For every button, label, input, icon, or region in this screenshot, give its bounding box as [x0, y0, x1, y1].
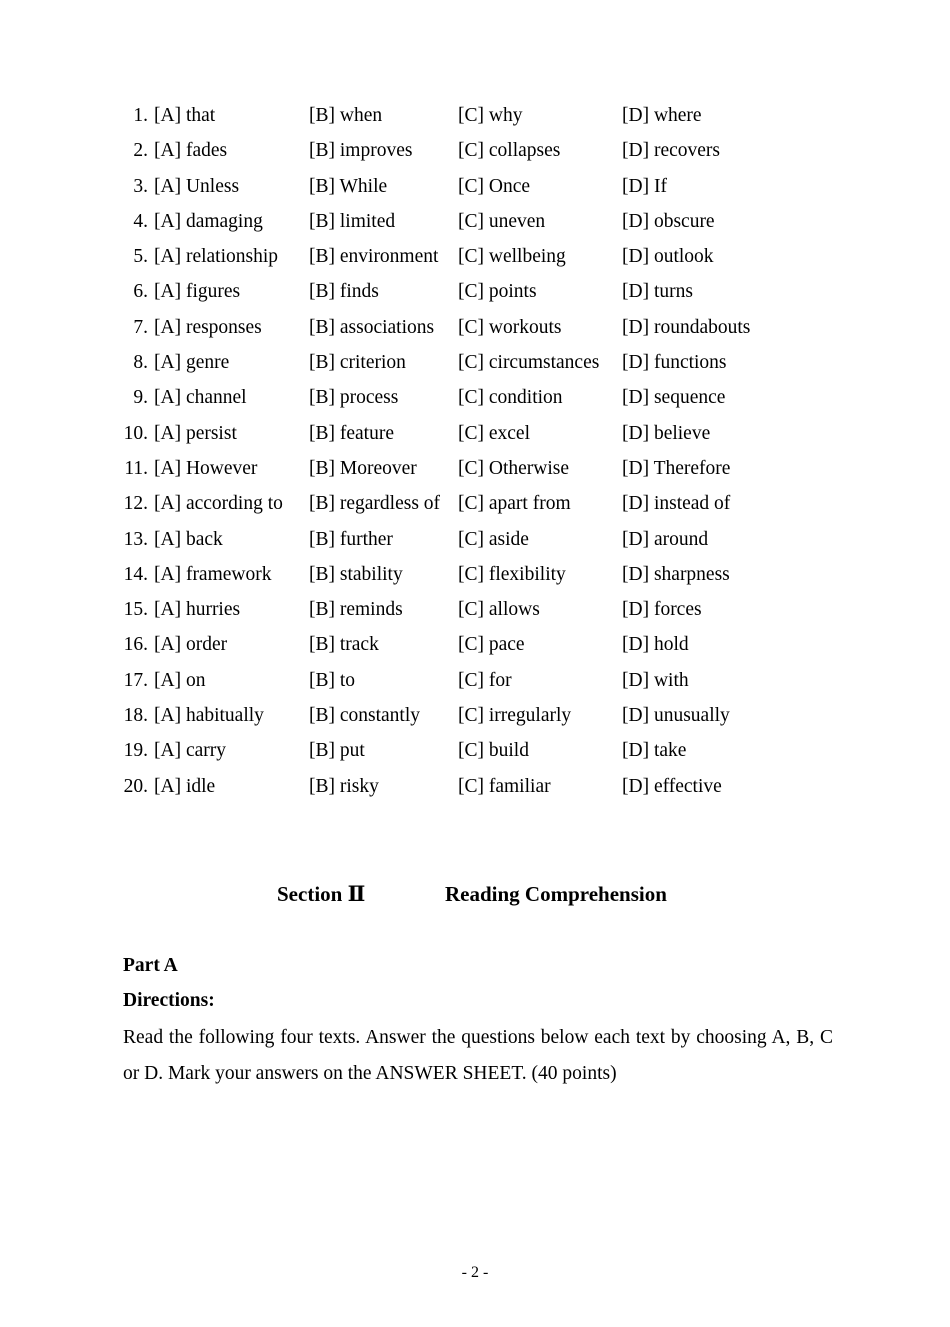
- option-a: [A] idle: [154, 775, 216, 797]
- option-d: [D] obscure: [622, 210, 715, 232]
- option-a: [A] damaging: [154, 210, 263, 232]
- option-c: [C] allows: [458, 599, 540, 621]
- option-b: [B] While: [309, 175, 388, 197]
- option-d: [D] sharpness: [622, 563, 730, 585]
- option-d: [D] If: [622, 175, 667, 197]
- option-c: [C] circumstances: [458, 352, 600, 374]
- option-a: [A] according to: [154, 493, 283, 515]
- question-option-row: [0, 310, 950, 345]
- option-b: [B] process: [309, 387, 399, 409]
- question-option-row: [0, 769, 950, 804]
- option-d: [D] forces: [622, 599, 702, 621]
- option-a: [A] figures: [154, 281, 241, 303]
- option-c: [C] points: [458, 281, 537, 303]
- question-number: 16.: [123, 634, 148, 656]
- option-c: [C] aside: [458, 528, 529, 550]
- question-option-row: [0, 416, 950, 451]
- option-d: [D] hold: [622, 634, 689, 656]
- option-b: [B] track: [309, 634, 379, 656]
- question-option-row: [0, 133, 950, 168]
- option-c: [C] why: [458, 105, 523, 126]
- option-b: [B] further: [309, 528, 393, 550]
- option-b: [B] Moreover: [309, 457, 417, 479]
- option-c: [C] Otherwise: [458, 457, 570, 479]
- answer-options-list: [0, 98, 950, 804]
- option-c: [C] apart from: [458, 493, 571, 515]
- question-option-row: [0, 239, 950, 274]
- option-c: [C] pace: [458, 634, 525, 656]
- option-c: [C] for: [458, 669, 512, 691]
- option-b: [B] regardless of: [309, 493, 441, 515]
- question-number: 18.: [123, 705, 148, 727]
- option-b: [B] put: [309, 740, 365, 762]
- option-c: [C] familiar: [458, 775, 551, 797]
- option-a: [A] that: [154, 105, 216, 126]
- question-number: 12.: [123, 493, 148, 515]
- option-b: [B] limited: [309, 210, 396, 232]
- option-b: [B] finds: [309, 281, 379, 303]
- option-a: [A] Unless: [154, 175, 240, 197]
- option-d: [D] unusually: [622, 705, 730, 727]
- question-number: 14.: [123, 563, 148, 585]
- option-b: [B] when: [309, 105, 383, 126]
- page-number: - 2 -: [461, 1264, 489, 1281]
- question-number: 9.: [133, 387, 148, 409]
- question-option-row: [0, 169, 950, 204]
- question-number: 13.: [123, 528, 148, 550]
- question-number: 11.: [124, 457, 148, 479]
- option-a: [A] habitually: [154, 705, 264, 727]
- option-d: [D] believe: [622, 422, 711, 444]
- option-d: [D] outlook: [622, 246, 714, 268]
- option-b: [B] environment: [309, 246, 439, 268]
- question-number: 8.: [133, 352, 148, 374]
- option-d: [D] effective: [622, 775, 722, 797]
- option-c: [C] wellbeing: [458, 246, 566, 268]
- option-c: [C] workouts: [458, 316, 562, 338]
- option-c: [C] flexibility: [458, 563, 566, 585]
- option-b: [B] improves: [309, 140, 413, 162]
- option-c: [C] irregularly: [458, 705, 572, 727]
- option-d: [D] instead of: [622, 493, 731, 515]
- option-a: [A] on: [154, 669, 206, 691]
- option-a: [A] relationship: [154, 246, 279, 268]
- question-option-row: [0, 274, 950, 309]
- option-a: [A] channel: [154, 387, 247, 409]
- question-option-row: [0, 663, 950, 698]
- option-a: [A] back: [154, 528, 223, 550]
- option-a: [A] framework: [154, 563, 272, 585]
- option-c: [C] uneven: [458, 210, 546, 232]
- question-number: 2.: [133, 140, 148, 162]
- option-a: [A] responses: [154, 316, 262, 338]
- option-a: [A] fades: [154, 140, 228, 162]
- option-b: [B] associations: [309, 316, 435, 338]
- directions-text: Read the following four texts. Answer the questions below each text by choosing A, B, C or D. Mark your answers on the ANSWER SHEET. (40 points): [123, 1027, 833, 1084]
- option-d: [D] Therefore: [622, 457, 731, 479]
- option-c: [C] collapses: [458, 140, 561, 162]
- option-b: [B] stability: [309, 563, 403, 585]
- question-option-row: [0, 557, 950, 592]
- question-option-row: [0, 486, 950, 521]
- question-number: 10.: [123, 422, 148, 444]
- option-d: [D] sequence: [622, 387, 726, 409]
- option-c: [C] build: [458, 740, 529, 762]
- question-option-row: [0, 522, 950, 557]
- section-heading: [0, 878, 950, 910]
- question-option-row: [0, 698, 950, 733]
- option-d: [D] around: [622, 528, 709, 550]
- option-a: [A] However: [154, 457, 258, 479]
- section-title: Reading Comprehension: [445, 882, 667, 906]
- option-a: [A] order: [154, 634, 228, 656]
- question-number: 20.: [123, 775, 148, 797]
- option-d: [D] with: [622, 669, 689, 691]
- option-b: [B] criterion: [309, 352, 406, 374]
- question-option-row: [0, 592, 950, 627]
- question-number: 7.: [133, 316, 148, 338]
- option-d: [D] where: [622, 105, 702, 126]
- question-option-row: [0, 733, 950, 768]
- option-b: [B] to: [309, 669, 356, 691]
- question-number: 4.: [133, 210, 148, 232]
- question-number: 1.: [133, 105, 148, 126]
- option-b: [B] risky: [309, 775, 379, 797]
- question-number: 19.: [123, 740, 148, 762]
- question-option-row: [0, 627, 950, 662]
- option-a: [A] hurries: [154, 599, 241, 621]
- question-option-row: [0, 451, 950, 486]
- option-d: [D] turns: [622, 281, 693, 303]
- option-c: [C] excel: [458, 422, 531, 444]
- option-c: [C] Once: [458, 175, 531, 197]
- option-b: [B] reminds: [309, 599, 403, 621]
- question-number: 6.: [133, 281, 148, 303]
- question-option-row: [0, 98, 950, 133]
- option-d: [D] take: [622, 740, 687, 762]
- question-number: 15.: [123, 599, 148, 621]
- option-b: [B] feature: [309, 422, 394, 444]
- option-c: [C] condition: [458, 387, 563, 409]
- question-option-row: [0, 204, 950, 239]
- option-b: [B] constantly: [309, 705, 421, 727]
- option-d: [D] functions: [622, 352, 727, 374]
- option-a: [A] carry: [154, 740, 226, 762]
- question-option-row: [0, 345, 950, 380]
- question-number: 5.: [133, 246, 148, 268]
- question-number: 3.: [133, 175, 148, 197]
- section-label: Section Ⅱ: [277, 882, 366, 906]
- option-a: [A] persist: [154, 422, 237, 444]
- option-d: [D] roundabouts: [622, 316, 751, 338]
- part-heading: Part A: [123, 955, 178, 976]
- option-d: [D] recovers: [622, 140, 720, 162]
- option-a: [A] genre: [154, 352, 230, 374]
- question-number: 17.: [123, 669, 148, 691]
- directions-heading: Directions:: [123, 990, 215, 1011]
- question-option-row: [0, 380, 950, 415]
